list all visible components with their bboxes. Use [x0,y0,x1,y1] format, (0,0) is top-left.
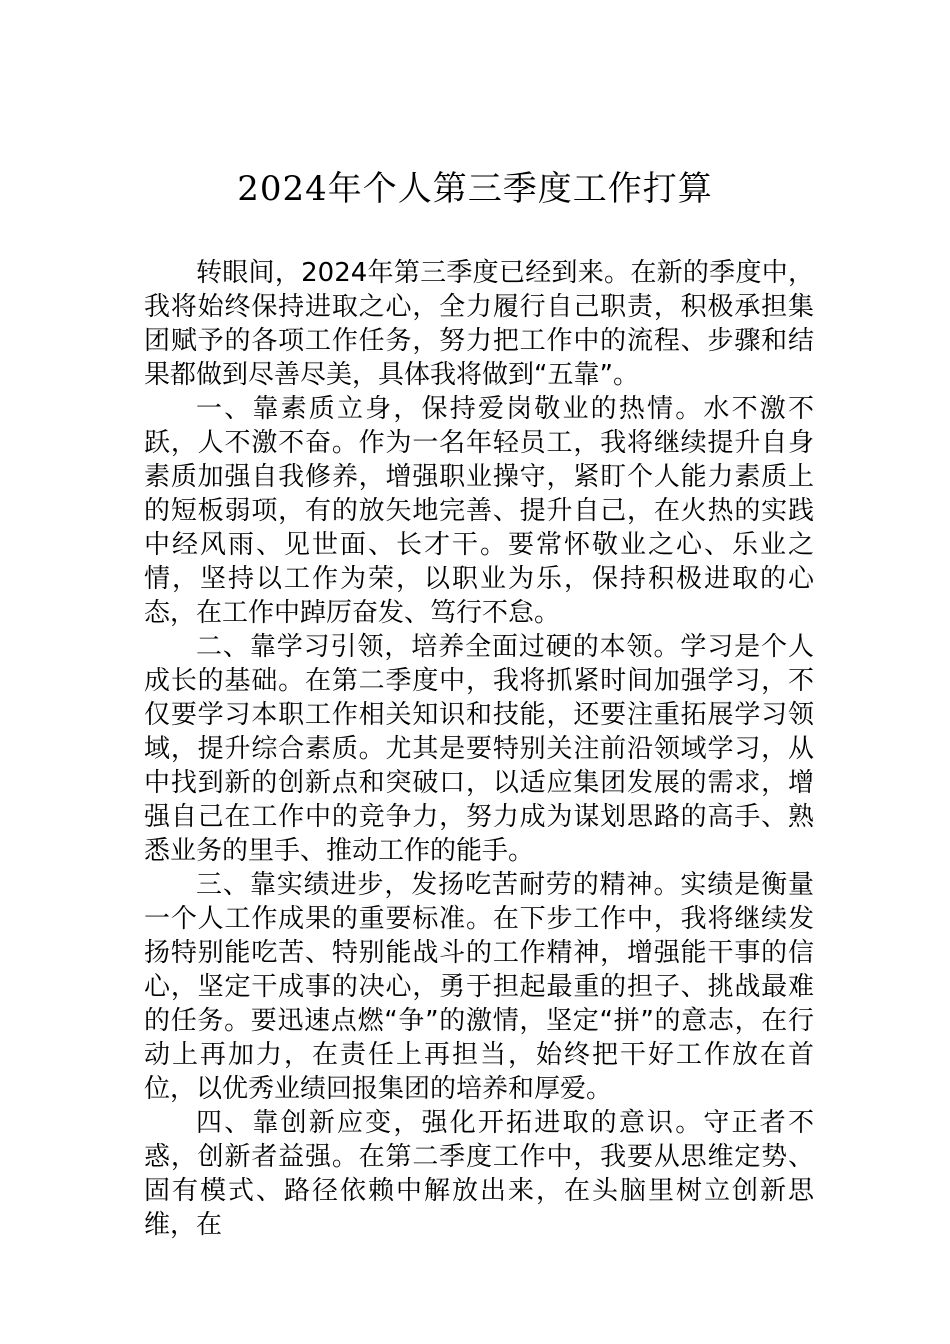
section-two-paragraph: 二、靠学习引领，培养全面过硬的本领。学习是个人成长的基础。在第二季度中，我将抓紧时间加强学习，不仅要学习本职工作相关知识和技能，还要注重拓展学习领域，提升综合素质。尤其是要特别关注前沿领域学习，从中找到新的创新点和突破口，以适应集团发展的需求，增强自己在工作中的竞争力，努力成为谋划思路的高手、熟悉业务的里手、推动工作的能手。 [144,632,814,866]
section-three-paragraph: 三、靠实绩进步，发扬吃苦耐劳的精神。实绩是衡量一个人工作成果的重要标准。在下步工作中，我将继续发扬特别能吃苦、特别能战斗的工作精神，增强能干事的信心，坚定干成事的决心，勇于担起最重的担子、挑战最难的任务。要迅速点燃“争”的激情，坚定“拼”的意志，在行动上再加力，在责任上再担当，始终把干好工作放在首位，以优秀业绩回报集团的培养和厚爱。 [144,870,814,1104]
document-title: 2024年个人第三季度工作打算 [237,169,713,209]
intro-paragraph: 转眼间，2024年第三季度已经到来。在新的季度中，我将始终保持进取之心，全力履行自己职责，积极承担集团赋予的各项工作任务，努力把工作中的流程、步骤和结果都做到尽善尽美，具体我将做到“五靠”。 [144,258,814,390]
document-body [144,256,814,1242]
section-one-paragraph: 一、靠素质立身，保持爱岗敬业的热情。水不激不跃，人不激不奋。作为一名年轻员工，我将继续提升自身素质加强自我修养，增强职业操守，紧盯个人能力素质上的短板弱项，有的放矢地完善、提升自己，在火热的实践中经风雨、见世面、长才干。要常怀敬业之心、乐业之情，坚持以工作为荣，以职业为乐，保持积极进取的心态，在工作中踔厉奋发、笃行不怠。 [144,394,814,628]
section-four-paragraph: 四、靠创新应变，强化开拓进取的意识。守正者不惑，创新者益强。在第二季度工作中，我要从思维定势、固有模式、路径依赖中解放出来，在头脑里树立创新思维，在 [144,1108,814,1240]
